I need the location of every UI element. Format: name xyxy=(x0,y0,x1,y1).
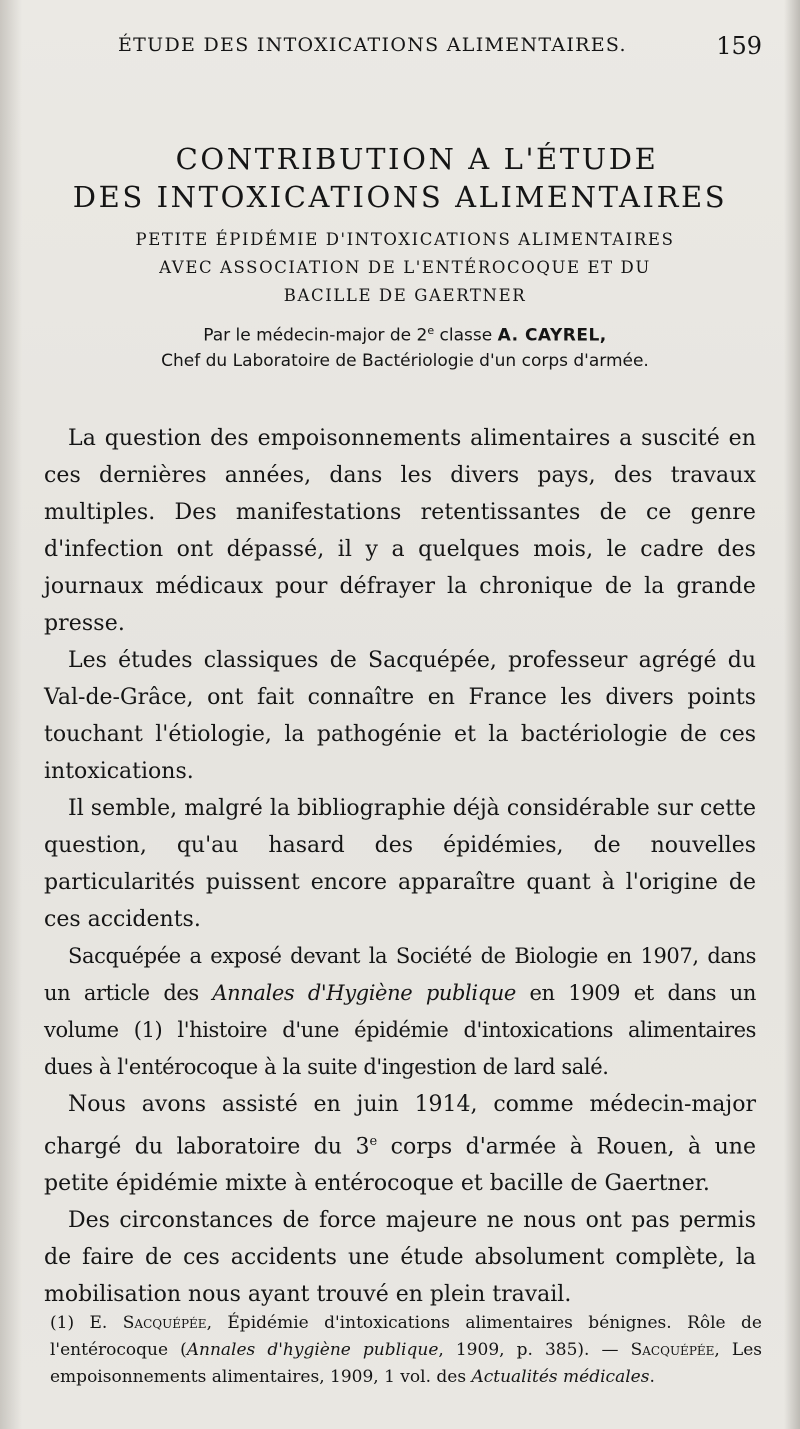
author-name: A. CAYREL, xyxy=(497,325,607,346)
paragraph-2: Les études classiques de Sacquépée, professeur agrégé du Val-de-Grâce, ont fait connaître en France les divers points touchant l'étiologie, la pathogénie et la bactériologie de ces intoxications. xyxy=(44,648,756,784)
subtitle-line-1: PETITE ÉPIDÉMIE D'INTOXICATIONS ALIMENTAIRES xyxy=(135,230,675,249)
footnote xyxy=(50,1310,762,1391)
article-title-block xyxy=(0,140,800,373)
footnote-text-4: . xyxy=(649,1367,655,1387)
author-prefix: Par le médecin-major de 2 xyxy=(203,325,428,346)
paragraph-4-part-a: Sacquépée a exposé devant la Société de Biologie en 1907, dans un article des xyxy=(44,944,756,1005)
article-body xyxy=(44,420,756,1313)
author-role: Chef du Laboratoire de Bactériologie d'un corps d'armée. xyxy=(161,350,649,371)
paragraph-6: Des circonstances de force majeure ne nous ont pas permis de faire de ces accidents une étude absolument complète, la mobilisation nous ayant trouvé en plein travail. xyxy=(44,1208,756,1308)
subtitle-line-3: BACILLE DE GAERTNER xyxy=(283,286,527,305)
footnote-text-1: , Épidémie d'intoxications alimentaires bénignes. Rôle de l'entérocoque ( xyxy=(50,1313,762,1360)
author-sup: e xyxy=(427,324,435,337)
paragraph-4-part-b: en 1909 et dans un volume (1) l'histoire d'une épidémie d'intoxications alimentaires dues à l'entérocoque à la suite d'ingestion de lard salé. xyxy=(44,981,757,1079)
footnote-number: (1) xyxy=(50,1313,90,1333)
subtitle-line-2: AVEC ASSOCIATION DE L'ENTÉROCOQUE ET DU xyxy=(159,258,651,277)
page-number: 159 xyxy=(716,32,762,60)
paragraph-5 xyxy=(44,1086,756,1202)
paragraph-4-italic: Annales d'Hygiène publique xyxy=(212,981,516,1005)
footnote-text-3: , Les empoisonnements alimentaires, 1909, 1 vol. des xyxy=(50,1340,762,1387)
title-line-2: DES INTOXICATIONS ALIMENTAIRES xyxy=(72,180,728,214)
running-title: ÉTUDE DES INTOXICATIONS ALIMENTAIRES. xyxy=(118,34,627,56)
footnote-author-2: Sacquépée xyxy=(630,1340,715,1360)
paragraph-5-part-b: corps d'armée à Rouen, à une petite épidémie mixte à entérocoque et bacille de Gaertner. xyxy=(44,1134,756,1197)
footnote-italic-1: Annales d'hygiène publique xyxy=(186,1340,439,1360)
running-head xyxy=(0,34,800,64)
footnote-italic-2: Actualités médicales xyxy=(471,1367,650,1387)
paragraph-5-sup: e xyxy=(369,1134,378,1149)
author-line xyxy=(10,318,800,349)
paragraph-1: La question des empoisonnements alimentaires a suscité en ces dernières années, dans les divers pays, des travaux multiples. Des manifestations retentissantes de ce genre d'infection ont dépassé, il y a quelques mois, le cadre des journaux médicaux pour défrayer la chronique de la grande presse. xyxy=(44,426,756,636)
title-line-1: CONTRIBUTION A L'ÉTUDE xyxy=(175,142,659,176)
author-class: classe xyxy=(434,325,498,346)
paragraph-3: Il semble, malgré la bibliographie déjà considérable sur cette question, qu'au hasard des épidémies, de nouvelles particularités puissent encore apparaître quant à l'origine de ces accidents. xyxy=(44,796,756,932)
paragraph-5-part-a: Nous avons assisté en juin 1914, comme médecin-major chargé du laboratoire du 3 xyxy=(44,1092,756,1160)
paragraph-4 xyxy=(44,938,756,1086)
footnote-author-1: E. Sacquépée xyxy=(89,1313,207,1333)
footnote-text-2: , 1909, p. 385). — xyxy=(438,1340,631,1360)
